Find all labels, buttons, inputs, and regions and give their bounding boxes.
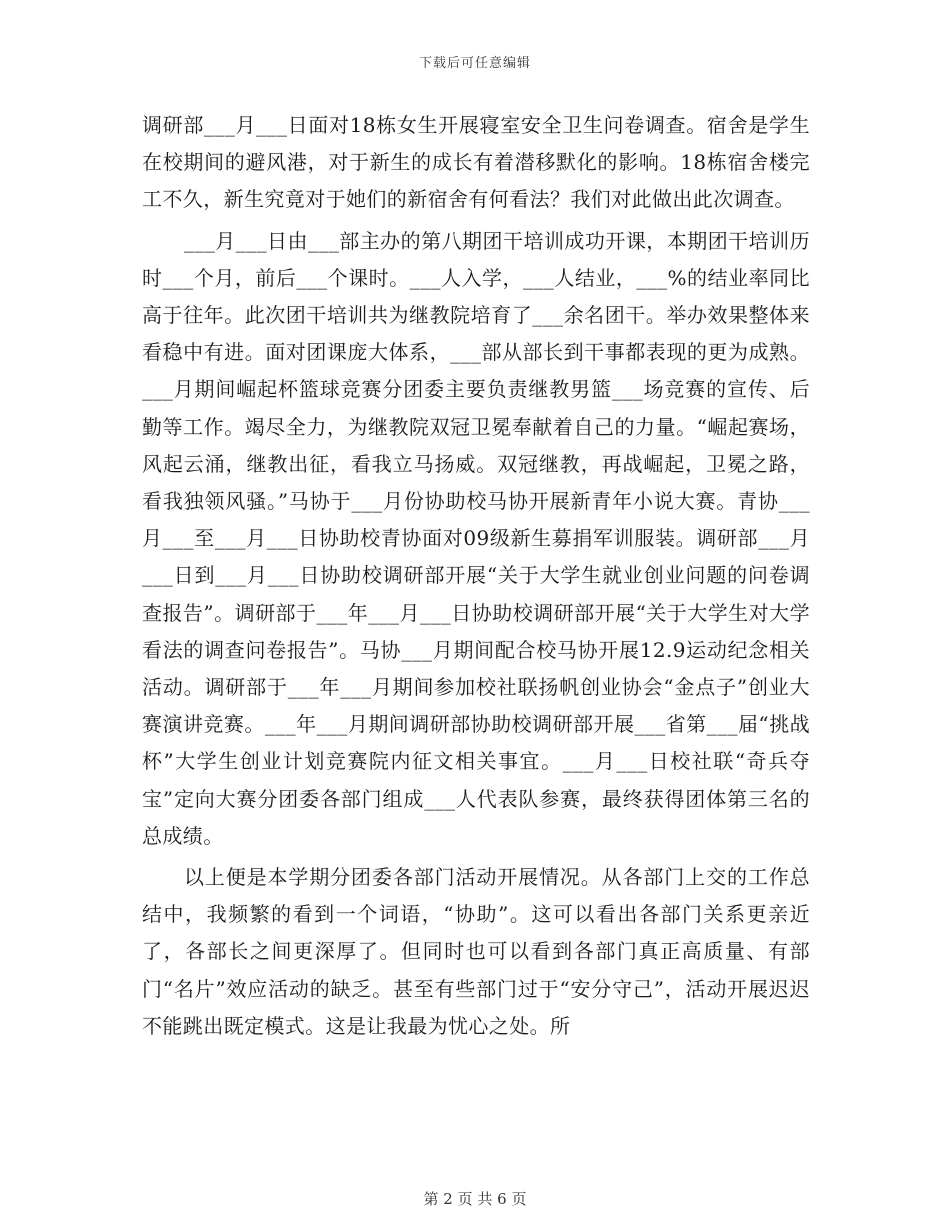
paragraph-summary: 以上便是本学期分团委各部门活动开展情况。从各部门上交的工作总结中，我频繁的看到一个词语，“协助”。这可以看出各部门关系更亲近了，各部长之间更深厚了。但同时也可以看到各部门真正高质量、有部门“名片”效应活动的缺乏。甚至有些部门过于“安分守己”，活动开展迟迟不能跳出既定模式。这是让我最为忧心之处。所 bbox=[142, 865, 810, 1038]
paragraph-survey: 调研部___月___日面对18栋女生开展寝室安全卫生问卷调查。宿舍是学生在校期间的避风港，对于新生的成长有着潜移默化的影响。18栋宿舍楼完工不久，新生究竟对于她们的新宿舍有何看法？我们对此做出此次调查。 bbox=[142, 113, 810, 212]
paragraph-activities: ___月___日由___部主办的第八期团干培训成功开课，本期团干培训历时___个月，前后___个课时。___人入学，___人结业，___%的结业率同比高于往年。此次团干培训共为继教院培育了___余名团干。举办效果整体来看稳中有进。面对团课庞大体系，___部从部长到干事都表现的更为成熟。___月期间崛起杯篮球竞赛分团委主要负责继教男篮___场竞赛的宣传、后勤等工作。竭尽全力，为继教院双冠卫冕奉献着自己的力量。“崛起赛场，风起云涌，继教出征，看我立马扬威。双冠继教，再战崛起，卫冕之路，看我独领风骚。”马协于___月份协助校马协开展新青年小说大赛。青协___月___至___月___日协助校青协面对09级新生募捐军训服装。调研部___月___日到___月___日协助校调研部开展“关于大学生就业创业问题的问卷调查报告”。调研部于___年___月___日协助校调研部开展“关于大学生对大学看法的调查问卷报告”。马协___月期间配合校马协开展12.9运动纪念相关活动。调研部于___年___月期间参加校社联扬帆创业协会“金点子”创业大赛演讲竞赛。___年___月期间调研部协助校调研部开展___省第___届“挑战杯”大学生创业计划竞赛院内征文相关事宜。___月___日校社联“奇兵夺宝”定向大赛分团委各部门组成___人代表队参赛，最终获得团体第三名的总成绩。 bbox=[142, 228, 810, 848]
page-footer: 第 2 页 共 6 页 bbox=[423, 1190, 527, 1208]
page-header: 下载后可任意编辑 bbox=[418, 56, 531, 71]
document-body bbox=[142, 107, 810, 1049]
